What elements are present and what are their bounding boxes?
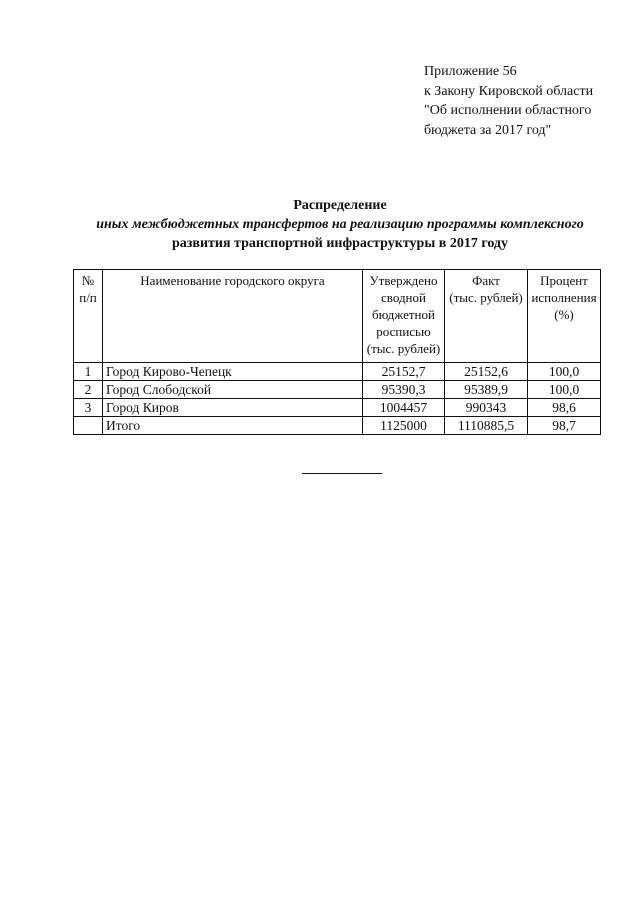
header-number [74, 270, 103, 363]
row-actual-value: 95389,9 [445, 381, 528, 399]
appendix-line-2: к Закону Кировской области [424, 83, 594, 99]
heading-title: Распределение [293, 198, 387, 213]
table-row [74, 363, 601, 381]
header-number-line-2: п/п [79, 290, 97, 305]
row-district-name: Город Кирово-Чепецк [103, 363, 363, 381]
total-percent-value: 98,7 [528, 417, 601, 435]
row-percent-value: 100,0 [528, 363, 601, 381]
header-district-name [103, 270, 363, 363]
header-percent-line-1: Процент [540, 273, 588, 288]
header-actual-line-2: (тыс. рублей) [449, 290, 523, 305]
header-actual-line-1: Факт [472, 273, 500, 288]
header-percent [528, 270, 601, 363]
header-approved-line-4: росписью [376, 324, 431, 339]
appendix-line-1: Приложение 56 [424, 64, 517, 79]
row-actual-value: 25152,6 [445, 363, 528, 381]
row-approved-value: 25152,7 [363, 363, 445, 381]
header-approved-line-2: сводной [381, 290, 426, 305]
header-approved-line-1: Утверждено [369, 273, 438, 288]
table-total-row [74, 417, 601, 435]
row-district-name: Город Киров [103, 399, 363, 417]
heading-subtitle-line-2: развития транспортной инфраструктуры в 2017 году [171, 236, 509, 251]
row-number: 1 [74, 363, 103, 381]
appendix-line-3: "Об исполнении областного [424, 103, 592, 118]
header-percent-line-2: исполнения [531, 290, 597, 305]
document-heading [60, 196, 620, 253]
header-number-line-1: № [81, 273, 95, 288]
end-divider-line [302, 473, 382, 474]
row-approved-value: 95390,3 [363, 381, 445, 399]
appendix-block [424, 62, 634, 140]
row-percent-value: 98,6 [528, 399, 601, 417]
table-row [74, 399, 601, 417]
row-actual-value: 990343 [445, 399, 528, 417]
total-number [74, 417, 103, 435]
row-number: 3 [74, 399, 103, 417]
table-header-row [74, 270, 601, 363]
header-approved-line-5: (тыс. рублей) [366, 341, 441, 356]
row-approved-value: 1004457 [363, 399, 445, 417]
header-approved [363, 270, 445, 363]
header-district-name-text: Наименование городского округа [140, 273, 325, 288]
total-approved-value: 1125000 [363, 417, 445, 435]
row-district-name: Город Слободской [103, 381, 363, 399]
table-row [74, 381, 601, 399]
appendix-line-4: бюджета за 2017 год" [424, 122, 552, 138]
heading-subtitle-line-1: иных межбюджетных трансфертов на реализацию программы комплексного [96, 217, 584, 232]
distribution-table [73, 269, 601, 435]
total-label: Итого [103, 417, 363, 435]
header-percent-line-3: (%) [554, 307, 574, 322]
header-actual [445, 270, 528, 363]
header-approved-line-3: бюджетной [372, 307, 435, 322]
row-number: 2 [74, 381, 103, 399]
row-percent-value: 100,0 [528, 381, 601, 399]
total-actual-value: 1110885,5 [445, 417, 528, 435]
